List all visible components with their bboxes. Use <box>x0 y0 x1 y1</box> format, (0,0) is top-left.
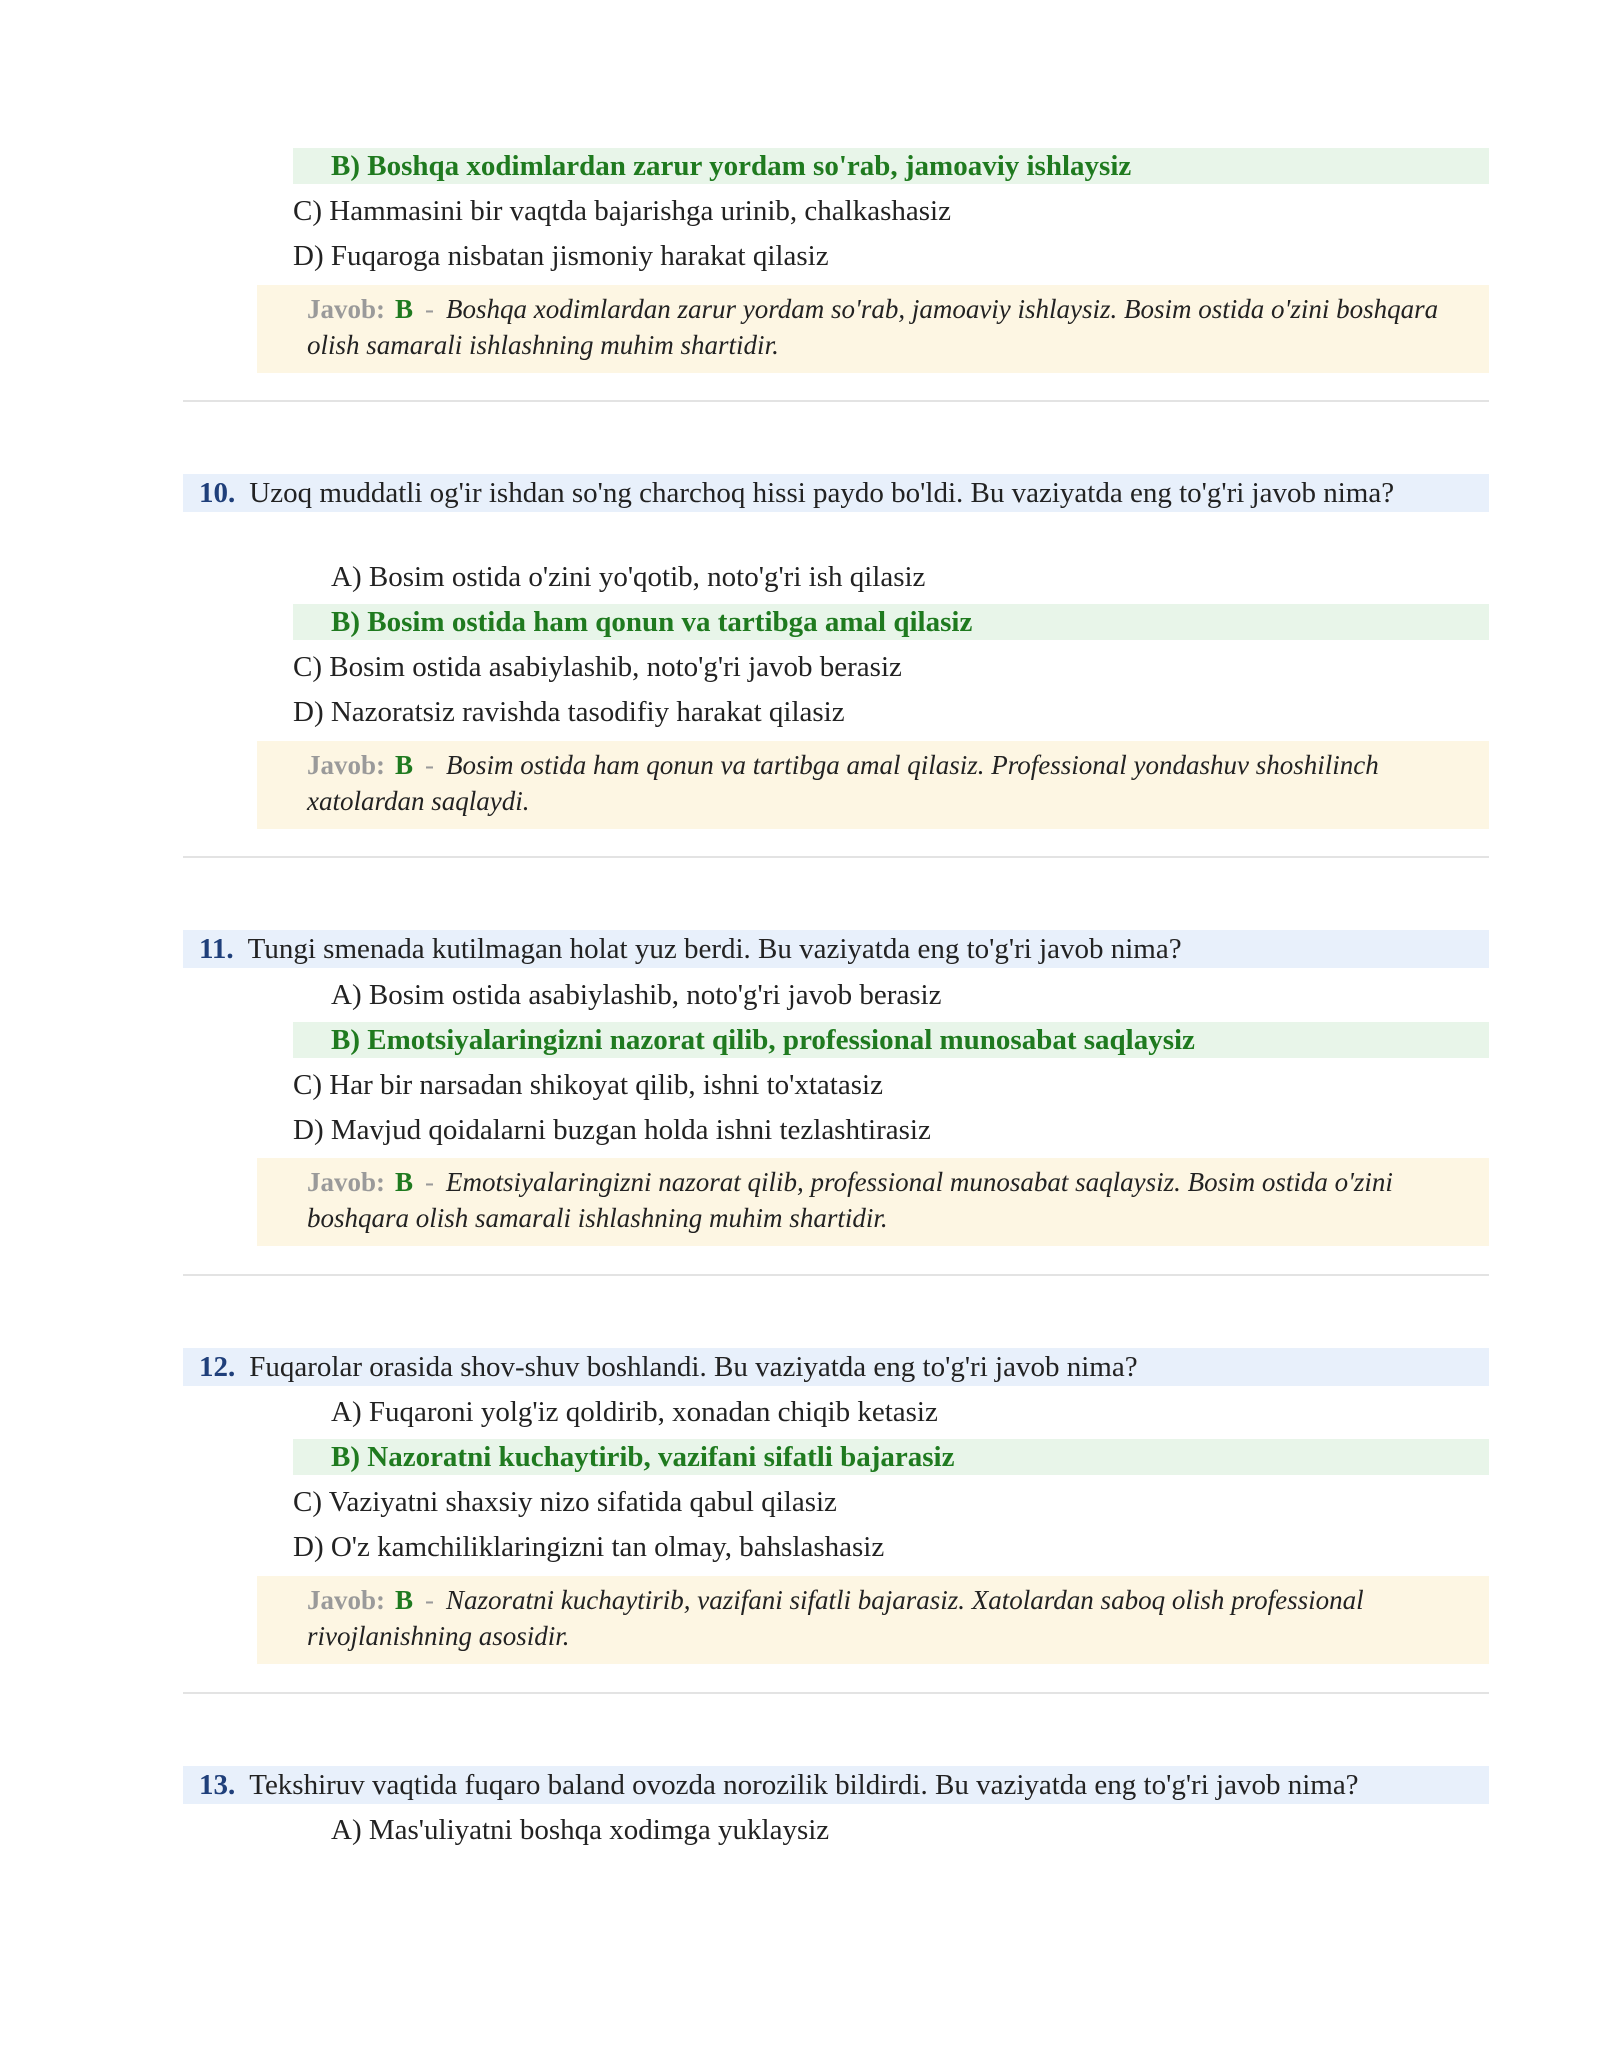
answer-dash: - <box>425 1585 435 1615</box>
answer-explanation: Emotsiyalaringizni nazorat qilib, professional munosabat saqlaysiz. Bosim ostida o'zini boshqara olish samarali ishlashning muhim shartidir. <box>307 1167 1393 1233</box>
divider <box>183 1692 1489 1694</box>
question-10 <box>183 474 1489 512</box>
answer-label: Javob: <box>307 294 386 324</box>
q9-option-d: D) Fuqaroga nisbatan jismoniy harakat qilasiz <box>293 240 829 272</box>
question-number: 12. <box>199 1351 236 1383</box>
answer-letter: B <box>395 294 414 324</box>
answer-letter: B <box>395 750 414 780</box>
answer-letter: B <box>395 1585 414 1615</box>
answer-label: Javob: <box>307 1167 386 1197</box>
q10-option-a: A) Bosim ostida o'zini yo'qotib, noto'g'ri ish qilasiz <box>331 561 926 593</box>
q10-option-d: D) Nazoratsiz ravishda tasodifiy harakat qilasiz <box>293 696 845 728</box>
answer-explanation: Bosim ostida ham qonun va tartibga amal qilasiz. Professional yondashuv shoshilinch xatolardan saqlaydi. <box>307 750 1379 816</box>
question-13 <box>183 1766 1489 1804</box>
answer-dash: - <box>425 294 435 324</box>
q11-option-b-correct: B) Emotsiyalaringizni nazorat qilib, professional munosabat saqlaysiz <box>293 1022 1489 1058</box>
question-text: Tungi smenada kutilmagan holat yuz berdi. Bu vaziyatda eng to'g'ri javob nima? <box>247 933 1182 965</box>
q12-option-d: D) O'z kamchiliklaringizni tan olmay, bahslashasiz <box>293 1531 885 1563</box>
q11-option-a: A) Bosim ostida asabiylashib, noto'g'ri javob berasiz <box>331 979 942 1011</box>
q12-option-a: A) Fuqaroni yolg'iz qoldirib, xonadan chiqib ketasiz <box>331 1396 938 1428</box>
q12-answer-box <box>257 1576 1489 1664</box>
q11-option-d: D) Mavjud qoidalarni buzgan holda ishni tezlashtirasiz <box>293 1114 931 1146</box>
question-12 <box>183 1348 1489 1386</box>
q10-option-c: C) Bosim ostida asabiylashib, noto'g'ri javob berasiz <box>293 651 902 683</box>
answer-label: Javob: <box>307 1585 386 1615</box>
q9-option-b-correct: B) Boshqa xodimlardan zarur yordam so'rab, jamoaviy ishlaysiz <box>293 148 1489 184</box>
divider <box>183 856 1489 858</box>
question-text: Tekshiruv vaqtida fuqaro baland ovozda norozilik bildirdi. Bu vaziyatda eng to'g'ri javob nima? <box>249 1769 1359 1801</box>
question-text: Fuqarolar orasida shov-shuv boshlandi. Bu vaziyatda eng to'g'ri javob nima? <box>249 1351 1138 1383</box>
q9-option-c: C) Hammasini bir vaqtda bajarishga urinib, chalkashasiz <box>293 195 951 227</box>
q9-answer-box <box>257 285 1489 373</box>
answer-dash: - <box>425 1167 435 1197</box>
question-11 <box>183 930 1489 968</box>
answer-dash: - <box>425 750 435 780</box>
q12-option-b-correct: B) Nazoratni kuchaytirib, vazifani sifatli bajarasiz <box>293 1439 1489 1475</box>
divider <box>183 1274 1489 1276</box>
q11-option-c: C) Har bir narsadan shikoyat qilib, ishni to'xtatasiz <box>293 1069 883 1101</box>
question-text: Uzoq muddatli og'ir ishdan so'ng charchoq hissi paydo bo'ldi. Bu vaziyatda eng to'g'ri javob nima? <box>249 477 1395 509</box>
q12-option-c: C) Vaziyatni shaxsiy nizo sifatida qabul qilasiz <box>293 1486 837 1518</box>
answer-explanation: Nazoratni kuchaytirib, vazifani sifatli bajarasiz. Xatolardan saboq olish professional rivojlanishning asosidir. <box>307 1585 1364 1651</box>
q10-answer-box <box>257 741 1489 829</box>
q13-option-a: A) Mas'uliyatni boshqa xodimga yuklaysiz <box>331 1814 830 1846</box>
q11-answer-box <box>257 1158 1489 1246</box>
answer-label: Javob: <box>307 750 386 780</box>
question-number: 11. <box>199 933 234 965</box>
answer-explanation: Boshqa xodimlardan zarur yordam so'rab, jamoaviy ishlaysiz. Bosim ostida o'zini boshqara olish samarali ishlashning muhim shartidir. <box>307 294 1439 360</box>
answer-letter: B <box>395 1167 414 1197</box>
q10-option-b-correct: B) Bosim ostida ham qonun va tartibga amal qilasiz <box>293 604 1489 640</box>
question-number: 10. <box>199 477 236 509</box>
divider <box>183 400 1489 402</box>
question-number: 13. <box>199 1769 236 1801</box>
